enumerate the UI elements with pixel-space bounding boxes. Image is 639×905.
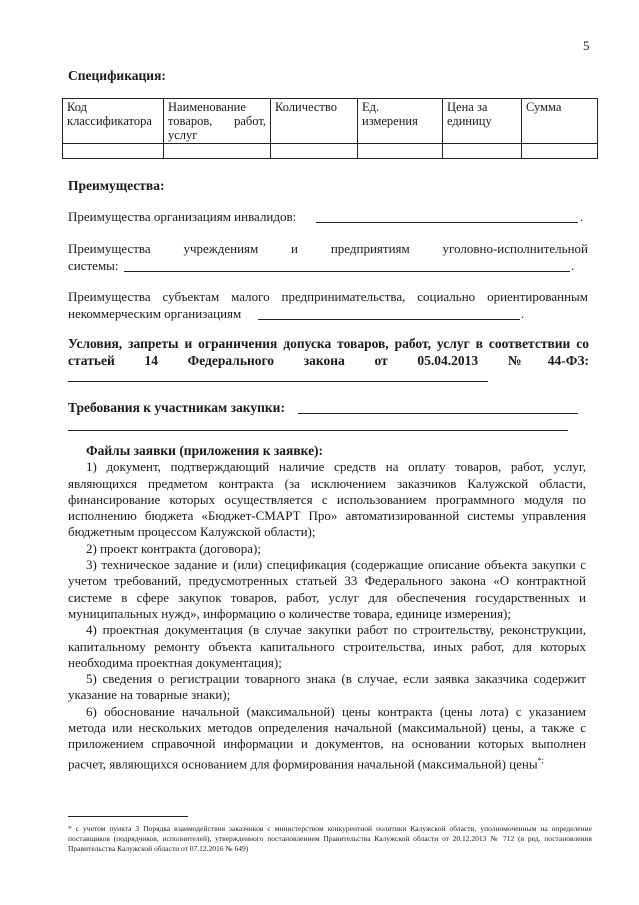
blank-line xyxy=(298,413,578,414)
blank-line xyxy=(124,271,570,272)
list-item: 6) обоснование начальной (максимальной) цены контракта (цены лота) с указанием метода или нескольких методов определения начальной (максимальной) цены, а также с приложением справочной информации и документов, на основании которых выполнен расчет, являющихся основанием для формирования начальной (максимальной) цены*; xyxy=(68,703,586,771)
document-page: 5 Спецификация: Код классификатора Наименование товаров, работ, услуг Количество Ед. измерения Цена за единицу Сумма Преимущества: Преимущества организациям инвалидов: . Преимущества учреждениям и предприятиям уголовно-исполнительной системы: . Преимущества субъектам малого предпринимательства, социально ориентированным некоммерческим организациям . Условия, запреты и ограничения допуска товаров, работ, услуг в соответствии со статьей 14 Федерального закона от 05.04.2013 №44-ФЗ: Требования к участникам закупки: Файлы заявки (приложения к заявке): 1) документ, подтверждающий наличие средств на оплату товаров, работ, услуг, являющихся предметом контракта (за исключением заказчиков Калужской области, финансирование которых осуществляется с использованием программного модуля по исполнению бюджета «Бюджет-СМАРТ Про» автоматизированной системы управления бюджетным процессом Калужской области); 2) проект контракта (договора); 3) техническое задание и (или) спецификация (содержащие описание объекта закупки с учетом требований, предусмотренных статьей 33 Федерального закона «О контрактной системе в сфере закупок товаров, работ, услуг для обеспечения государственных и муниципальных нужд», информацию о количестве товара, единице измерения); 4) проектная документация (в случае закупки работ по строительству, реконструкции, капитальному ремонту объекта капитального строительства, иных работ, для которых необходима проектная документация); 5) сведения о регистрации товарного знака (в случае, если заявка заказчика содержит указание на товарные знаки); 6) обоснование начальной (максимальной) цены контракта (цены лота) с указанием метода или нескольких методов определения начальной (максимальной) цены, а также с приложением справочной информации и документов, на основании которых выполнен расчет, являющихся основанием для формирования начальной (максимальной) цены*; * с учетом пункта 3 Порядка взаимодействия заказчиков с министерством конкурентной политики Калужской области, уполномоченным на определение поставщиков (подрядчиков, исполнителей), утвержденного постановлением Правительства Калужской области от 20.12.2013 № 712 (в ред. постановления Правительства Калужской области от 07.12.2016 № 649) xyxy=(0,0,639,905)
list-item: 1) документ, подтверждающий наличие средств на оплату товаров, работ, услуг, являющихся предметом контракта (за исключением заказчиков Калужской области, финансирование которых осуществляется с использованием программного модуля по исполнению бюджета «Бюджет-СМАРТ Про» автоматизированной системы управления бюджетным процессом Калужской области); xyxy=(68,459,586,540)
conditions-heading: Условия, запреты и ограничения допуска товаров, работ, услуг в соответствии со xyxy=(68,336,589,351)
col-name: Наименование товаров, работ, услуг xyxy=(164,99,271,144)
list-item: 3) техническое задание и (или) спецификация (содержащие описание объекта закупки с учетом требований, предусмотренных статьей 33 Федерального закона «О контрактной системе в сфере закупок товаров, работ, услуг для обеспечения государственных и муниципальных нужд», информацию о количестве товара, единице измерения); xyxy=(68,557,586,621)
advantage-disabled-orgs: Преимущества организациям инвалидов: xyxy=(68,209,297,224)
col-code: Код классификатора xyxy=(63,99,164,144)
col-unit: Ед. измерения xyxy=(358,99,443,144)
list-item: 5) сведения о регистрации товарного знака (в случае, если заявка заказчика содержит указание на товарные знаки); xyxy=(68,671,586,703)
advantages-heading: Преимущества: xyxy=(68,178,165,193)
table-header-row xyxy=(63,99,598,144)
conditions-heading-cont: статьей 14 Федерального закона от 05.04.2013 №44-ФЗ: xyxy=(68,353,589,368)
specification-table xyxy=(62,98,598,159)
advantage-small-business: Преимущества субъектам малого предпринимательства, социально ориентированным xyxy=(68,289,588,304)
list-item: 2) проект контракта (договора); xyxy=(86,540,261,556)
blank-line xyxy=(68,430,568,431)
application-files-section xyxy=(68,443,586,772)
advantage-penal-system-cont: системы: xyxy=(68,258,119,273)
col-sum: Сумма xyxy=(522,99,598,144)
blank-line xyxy=(68,381,488,382)
blank-line xyxy=(316,222,578,223)
specification-heading: Спецификация: xyxy=(68,68,166,83)
footnote-mark: *; xyxy=(537,755,544,765)
footnote: * с учетом пункта 3 Порядка взаимодействия заказчиков с министерством конкурентной политики Калужской области, уполномоченным на определение поставщиков (подрядчиков, исполнителей), утвержденного постановлением Правительства Калужской области от 20.12.2013 № 712 (в ред. постановления Правительства Калужской области от 07.12.2016 № 649) xyxy=(68,824,592,853)
page-number: 5 xyxy=(583,38,590,53)
col-quantity: Количество xyxy=(271,99,358,144)
table-row xyxy=(63,144,598,159)
files-heading: Файлы заявки (приложения к заявке): xyxy=(86,443,324,458)
blank-line xyxy=(258,319,520,320)
footnote-divider xyxy=(68,816,188,817)
advantage-penal-system: Преимущества учреждениям и предприятиям уголовно-исполнительной xyxy=(68,241,588,256)
advantage-small-business-cont: некоммерческим организациям xyxy=(68,306,242,321)
list-item: 4) проектная документация (в случае закупки работ по строительству, реконструкции, капитальному ремонту объекта капитального строительства, иных работ, для которых необходима проектная документация); xyxy=(68,622,586,670)
requirements-heading: Требования к участникам закупки: xyxy=(68,400,285,415)
col-price: Цена за единицу xyxy=(443,99,522,144)
